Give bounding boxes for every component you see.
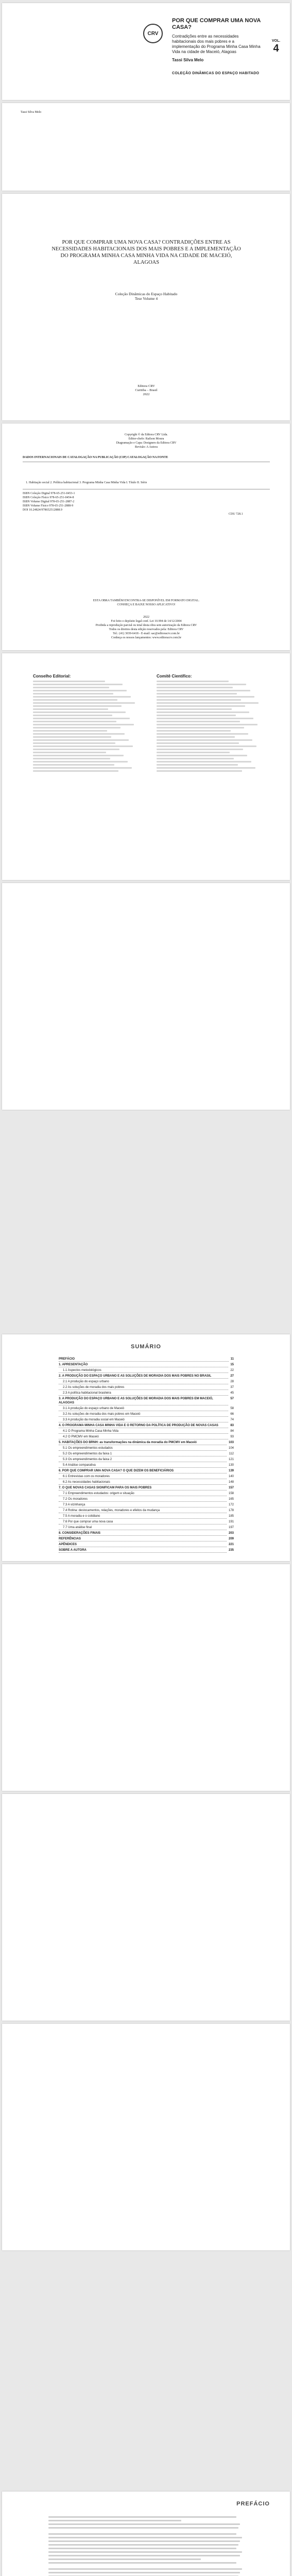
council-member-line	[157, 733, 248, 735]
toc-page	[2, 1334, 290, 1561]
toc-row[interactable]	[59, 1531, 234, 1536]
text-line	[48, 2540, 240, 2542]
cover-title: POR QUE COMPRAR UMA NOVA CASA?	[172, 18, 261, 30]
toc-entry-page: 140	[228, 1475, 234, 1478]
cover-author: Tassi Silva Melo	[172, 58, 204, 62]
council-member-line	[33, 724, 134, 725]
council-member-line	[33, 702, 135, 704]
toc-entry-title: 7.7 Uma análise final	[59, 1526, 227, 1530]
cover-volume	[266, 39, 286, 54]
council-member-line	[33, 761, 128, 762]
toc-row[interactable]	[59, 1406, 234, 1411]
toc-row[interactable]	[59, 1440, 234, 1445]
toc-row[interactable]	[59, 1463, 234, 1468]
cover-title-block	[172, 18, 262, 75]
toc-entry-title: 6. POR QUE COMPRAR UMA NOVA CASA? O QUE DIZEM OS BENEFICIÁRIOS	[59, 1469, 227, 1473]
council-member-line	[157, 739, 252, 741]
toc-entry-page: 66	[230, 1413, 234, 1416]
toc-entry-page: 191	[228, 1520, 234, 1523]
toc-entry-title: SOBRE A AUTORA	[59, 1548, 227, 1553]
toc-row[interactable]	[59, 1543, 234, 1547]
council-member-line	[33, 758, 110, 759]
text-line	[48, 2568, 242, 2570]
toc-entry-page: 15	[230, 1363, 234, 1366]
scientific-committee	[157, 674, 260, 773]
council-member-line	[33, 681, 105, 682]
council-page	[2, 653, 290, 880]
council-member-line	[157, 705, 245, 707]
toc-row[interactable]	[59, 1374, 234, 1379]
council-member-line	[157, 721, 240, 722]
council-member-line	[33, 739, 129, 741]
council-member-line	[157, 736, 235, 738]
toc-entry-page: 57	[230, 1397, 234, 1400]
toc-entry-page: 58	[230, 1407, 234, 1410]
toc-row[interactable]	[59, 1368, 234, 1373]
toc-entry-title: 7. O QUE NOVAS CASAS SIGNIFICAM PARA OS MAIS POBRES	[59, 1486, 227, 1490]
toc-entry-page: 84	[230, 1430, 234, 1433]
council-member-line	[157, 699, 241, 701]
toc-row[interactable]	[59, 1475, 234, 1479]
toc-entry-title: REFERÊNCIAS	[59, 1537, 227, 1541]
title-page	[2, 194, 290, 420]
council-member-line	[33, 755, 124, 756]
toc-entry-page: 235	[228, 1549, 234, 1552]
diagram-line: Diagramação e Capa: Designers da Editora CRV	[116, 442, 177, 445]
copyright-page	[2, 423, 290, 650]
council-member-line	[33, 770, 118, 772]
council-member-line	[157, 681, 229, 682]
title-collection: Coleção Dinâmicas do Espaço Habitado	[115, 292, 178, 296]
toc-row[interactable]	[59, 1458, 234, 1462]
council-member-line	[33, 742, 115, 744]
toc-entry-page: 172	[228, 1503, 234, 1506]
isbn-physical: ISBN Coleção Físico 978-65-251-0454-8	[23, 496, 74, 499]
council-member-line	[33, 767, 132, 769]
toc-entry-page: 93	[230, 1435, 234, 1438]
toc-entry-page: 185	[228, 1515, 234, 1518]
toc-row[interactable]	[59, 1357, 234, 1362]
toc-row[interactable]	[59, 1385, 234, 1390]
toc-entry-title: 1. APRESENTAÇÃO	[59, 1363, 228, 1367]
council-member-line	[33, 749, 119, 750]
toc-row[interactable]	[59, 1391, 234, 1396]
toc-entry-page: 103	[228, 1441, 234, 1444]
council-member-line	[157, 745, 256, 747]
preface-page	[2, 2492, 290, 2576]
toc-entry-page: 28	[230, 1380, 234, 1383]
council-member-line	[157, 770, 242, 772]
toc-entry-title: 7.1 Empreendimentos estudados: origem e situação	[59, 1492, 227, 1496]
isbn-vol-digital: ISBN Volume Digital 978-65-251-2887-2	[23, 500, 75, 503]
toc-entry-page: 203	[228, 1532, 234, 1535]
text-line	[48, 2523, 240, 2525]
volume-label: VOL.	[271, 39, 281, 43]
contact-tel: Tel.: (41) 3039-6418 - E-mail: sac@editoracrv.com.br	[113, 632, 180, 635]
council-member-line	[33, 699, 117, 701]
council-member-line	[157, 711, 249, 713]
toc-row[interactable]	[59, 1363, 234, 1367]
toc-row[interactable]	[59, 1526, 234, 1530]
toc-entry-title: 7.6 Por que comprar uma nova casa	[59, 1520, 227, 1524]
toc-entry-title: 5.1 Os empreendimentos estudados	[59, 1446, 227, 1451]
toc-entry-page: 148	[228, 1481, 234, 1484]
toc-entry-page: 112	[229, 1452, 234, 1455]
council-member-line	[33, 705, 122, 707]
toc-entry-title: 4.2 O PMCMV em Maceió	[59, 1435, 228, 1439]
toc-entry-page: 37	[230, 1386, 234, 1389]
toc-entry-page: 83	[230, 1424, 234, 1427]
toc-row[interactable]	[59, 1486, 234, 1490]
title-volume: Tese Volume 4	[134, 296, 158, 301]
council-member-line	[157, 687, 233, 688]
toc-entry-title: 3.1 A produção do espaço urbano de Maceió	[59, 1406, 228, 1411]
text-line	[48, 2533, 236, 2535]
council-member-line	[33, 711, 126, 713]
council-member-line	[33, 736, 111, 738]
toc-row[interactable]	[59, 1497, 234, 1502]
toc-row[interactable]	[59, 1537, 234, 1541]
legal-deposit: Foi feito o depósito legal conf. Lei 10.994 de 14/12/2004	[111, 620, 182, 623]
toc-row[interactable]	[59, 1423, 234, 1428]
toc-entry-title: 4. O PROGRAMA MINHA CASA MINHA VIDA E O RETORNO DA POLÍTICA DE PRODUÇÃO DE NOVAS CASAS	[59, 1423, 228, 1428]
volume-number: 4	[273, 43, 279, 54]
catalog-line: 1. Habitação social 2. Política habitacional 3. Programa Minha Casa Minha Vida I. Título II. Série	[26, 481, 147, 484]
editorial-council-title: Conselho Editorial:	[33, 674, 71, 679]
council-member-line	[157, 693, 237, 694]
toc-entry-page: 11	[230, 1358, 234, 1361]
toc-entry-title: 5. HABITAÇÕES DO BRNH: as transformações na dinâmica da moradia do PMCMV em Maceió	[59, 1440, 227, 1445]
toc-row[interactable]	[59, 1446, 234, 1451]
toc-entry-page: 221	[228, 1543, 234, 1546]
copyright-year: 2022	[143, 616, 149, 619]
council-member-line	[157, 742, 239, 744]
text-line	[48, 2558, 201, 2560]
council-member-line	[33, 752, 106, 753]
site-line: Conheça os nossos lançamentos: www.editoracrv.com.br	[111, 636, 182, 639]
toc-heading: SUMÁRIO	[131, 1344, 161, 1350]
text-line	[48, 2555, 240, 2556]
toc-entry-page: 27	[230, 1375, 234, 1378]
cover-subtitle: Contradições entre as necessidades habitacionais dos mais pobres e a implementação do Programa Minha Casa Minha Vida na cidade de Maceió, Alagoas	[172, 34, 261, 54]
text-line	[48, 2516, 236, 2518]
toc-entry-title: 3. A PRODUÇÃO DO ESPAÇO URBANO E AS SOLUÇÕES DE MORADIA DOS MAIS POBRES EM MACEIÓ, ALAGOAS	[59, 1397, 228, 1405]
council-member-line	[33, 730, 107, 732]
council-member-line	[33, 733, 125, 735]
council-member-line	[33, 708, 108, 710]
editorial-council	[33, 674, 136, 773]
preface-heading: PREFÁCIO	[236, 2501, 270, 2507]
council-member-line	[33, 687, 109, 688]
council-member-line	[157, 730, 231, 732]
council-member-line	[157, 724, 257, 725]
toc-entry-title: 5.4 Análise comparativa	[59, 1463, 227, 1468]
toc-entry-title: 6.1 Entrevistas com os moradores	[59, 1475, 227, 1479]
blank-page	[2, 883, 290, 1110]
toc-row[interactable]	[59, 1509, 234, 1513]
toc-row[interactable]	[59, 1548, 234, 1553]
council-member-line	[157, 767, 255, 769]
council-member-line	[157, 702, 259, 704]
toc-entry-title: 2.3 A política habitacional brasileira	[59, 1391, 228, 1396]
blank-page-2	[2, 1564, 290, 1791]
toc-entry-title: 5.3 Os empreendimentos da faixa 2	[59, 1458, 227, 1462]
cdu-line: CDU 728.1	[229, 513, 243, 516]
council-member-line	[157, 749, 243, 750]
text-line	[48, 2551, 242, 2553]
toc-row[interactable]	[59, 1514, 234, 1519]
rights-line-2: Todos os direitos desta edição reservados pela: Editora CRV	[109, 628, 184, 631]
cover-collection: COLEÇÃO DINÂMICAS DO ESPAÇO HABITADO	[172, 72, 260, 75]
toc-entry-title: 3.2 As soluções de moradia dos mais pobres em Maceió	[59, 1412, 228, 1417]
publisher-name: Editora CRV	[138, 384, 155, 388]
council-member-line	[157, 758, 234, 759]
text-line	[48, 2548, 236, 2549]
toc-row[interactable]	[59, 1429, 234, 1434]
toc-row[interactable]	[59, 1452, 234, 1456]
toc-row[interactable]	[59, 1503, 234, 1507]
legal-line: ESTA OBRA TAMBÉM ENCONTRA-SE DISPONÍVEL EM FORMATO DIGITAL.	[93, 599, 200, 602]
toc-row[interactable]	[59, 1380, 234, 1384]
council-member-line	[157, 718, 253, 719]
cover-page	[2, 3, 290, 100]
toc-entry-page: 45	[230, 1392, 234, 1395]
council-member-line	[33, 721, 116, 722]
text-line	[48, 2520, 181, 2521]
toc-entry-page: 104	[228, 1447, 234, 1450]
editor-line: Editor-chefe: Railson Moura	[128, 437, 164, 440]
toc-entry-title: 2. A PRODUÇÃO DO ESPAÇO URBANO E AS SOLUÇÕES DE MORADIA DOS MAIS POBRES NO BRASIL	[59, 1374, 228, 1379]
text-line	[48, 2562, 236, 2564]
publisher-year: 2022	[143, 393, 150, 396]
council-member-line	[33, 715, 112, 716]
toc-row[interactable]	[59, 1492, 234, 1496]
text-line	[48, 2527, 238, 2529]
text-line	[48, 2572, 240, 2573]
preface-text	[48, 2516, 244, 2576]
council-member-line	[157, 690, 250, 691]
toc-entry-page: 178	[228, 1509, 234, 1512]
council-member-line	[33, 693, 113, 694]
council-member-line	[157, 696, 254, 698]
toc-entry-page: 121	[228, 1458, 234, 1461]
isbn-vol-physical: ISBN Volume Físico 978-65-251-2888-9	[23, 504, 74, 507]
toc-entry-title: 5.2 Os empreendimentos da faixa 1	[59, 1452, 227, 1456]
council-member-line	[33, 764, 114, 766]
council-member-line	[157, 708, 232, 710]
toc-entry-page: 22	[230, 1369, 234, 1372]
toc-entry-title: 6.2 As necessidades habitacionais	[59, 1480, 227, 1485]
council-member-line	[157, 761, 251, 762]
toc-row[interactable]	[59, 1418, 234, 1422]
doi-line: DOI 10.24824/978652512888.9	[23, 509, 62, 512]
toc-row[interactable]	[59, 1435, 234, 1439]
council-member-line	[33, 684, 123, 685]
toc-entry-page: 197	[228, 1526, 234, 1529]
council-member-line	[33, 718, 130, 719]
toc-entry-page: 158	[228, 1492, 234, 1495]
toc-entry-page: 130	[228, 1464, 234, 1467]
toc-entry-page: 165	[228, 1498, 234, 1501]
toc-entry-title: 3.3 A produção da moradia social em Maceió	[59, 1418, 228, 1422]
scientific-committee-title: Comitê Científico:	[157, 674, 192, 679]
blank-page-3	[2, 1794, 290, 2021]
crv-seal-icon: CRV	[143, 24, 163, 43]
toc-entry-title: 7.4 Rotina: deslocamentos, relações, moradores e efeitos da mudança	[59, 1509, 227, 1513]
rights-line: Proibida a reprodução parcial ou total desta obra sem autorização da Editora CRV	[95, 624, 197, 627]
toc-entry-title: 4.1 O Programa Minha Casa Minha Vida	[59, 1429, 228, 1434]
council-member-line	[157, 684, 246, 685]
council-member-line	[33, 727, 121, 728]
council-member-line	[33, 696, 131, 698]
toc-entry-title: APÊNDICES	[59, 1543, 227, 1547]
toc-entry-page: 74	[230, 1418, 234, 1421]
council-member-line	[157, 752, 230, 753]
toc-entry-page: 209	[228, 1537, 234, 1540]
half-title-author: Tassi Silva Melo	[21, 111, 42, 114]
toc-entry-title: 7.2 Os moradores	[59, 1497, 227, 1502]
text-line	[48, 2544, 238, 2546]
half-title-page	[2, 103, 290, 191]
legal-line-2: CONHEÇA E BAIXE NOSSO APLICATIVO!	[117, 603, 176, 606]
council-member-line	[33, 690, 127, 691]
council-member-line	[157, 764, 238, 766]
publisher-city: Curitiba – Brasil	[135, 388, 158, 392]
council-member-line	[33, 745, 133, 747]
toc-row[interactable]	[59, 1469, 234, 1473]
toc-entry-title: PREFÁCIO	[59, 1357, 229, 1362]
toc-entry-page: 157	[228, 1486, 234, 1489]
book-title: POR QUE COMPRAR UMA NOVA CASA? CONTRADIÇÕES ENTRE AS NECESSIDADES HABITACIONAIS DOS MAIS POBRES E A IMPLEMENTAÇÃO DO PROGRAMA MINHA CASA MINHA VIDA NA CIDADE DE MACEIÓ, ALAGOAS	[51, 240, 241, 265]
copyright-line: Copyright © da Editora CRV Ltda.	[125, 433, 168, 436]
toc-row[interactable]	[59, 1480, 234, 1485]
blank-page-4	[2, 2024, 290, 2250]
toc-entry-title: 7.5 A moradia e o cotidiano	[59, 1514, 227, 1519]
toc-entry-title: 2.2 As soluções de moradia dos mais pobres	[59, 1385, 228, 1390]
toc-entry-title: 2.1 A produção do espaço urbano	[59, 1380, 228, 1384]
cip-box	[23, 462, 270, 489]
council-member-line	[157, 727, 244, 728]
toc-list	[59, 1357, 234, 1554]
toc-row[interactable]	[59, 1520, 234, 1524]
council-member-line	[157, 755, 247, 756]
toc-entry-title: 1.1 Aspectos metodológicos	[59, 1368, 228, 1373]
toc-entry-title: 8. CONSIDERAÇÕES FINAIS	[59, 1531, 227, 1536]
cip-heading: DADOS INTERNACIONAIS DE CATALOGAÇÃO NA PUBLICAÇÃO (CIP) CATALOGAÇÃO NA FONTE	[23, 456, 168, 459]
council-member-line	[157, 715, 236, 716]
isbn-digital: ISBN Coleção Digital 978-65-251-0453-1	[23, 492, 75, 495]
toc-entry-title: 7.3 A vizinhança	[59, 1503, 227, 1507]
toc-entry-page: 139	[228, 1469, 234, 1472]
review-line: Revisão: A Autora	[135, 446, 158, 449]
toc-row[interactable]	[59, 1412, 234, 1417]
text-line	[48, 2537, 242, 2538]
toc-row[interactable]	[59, 1397, 234, 1405]
